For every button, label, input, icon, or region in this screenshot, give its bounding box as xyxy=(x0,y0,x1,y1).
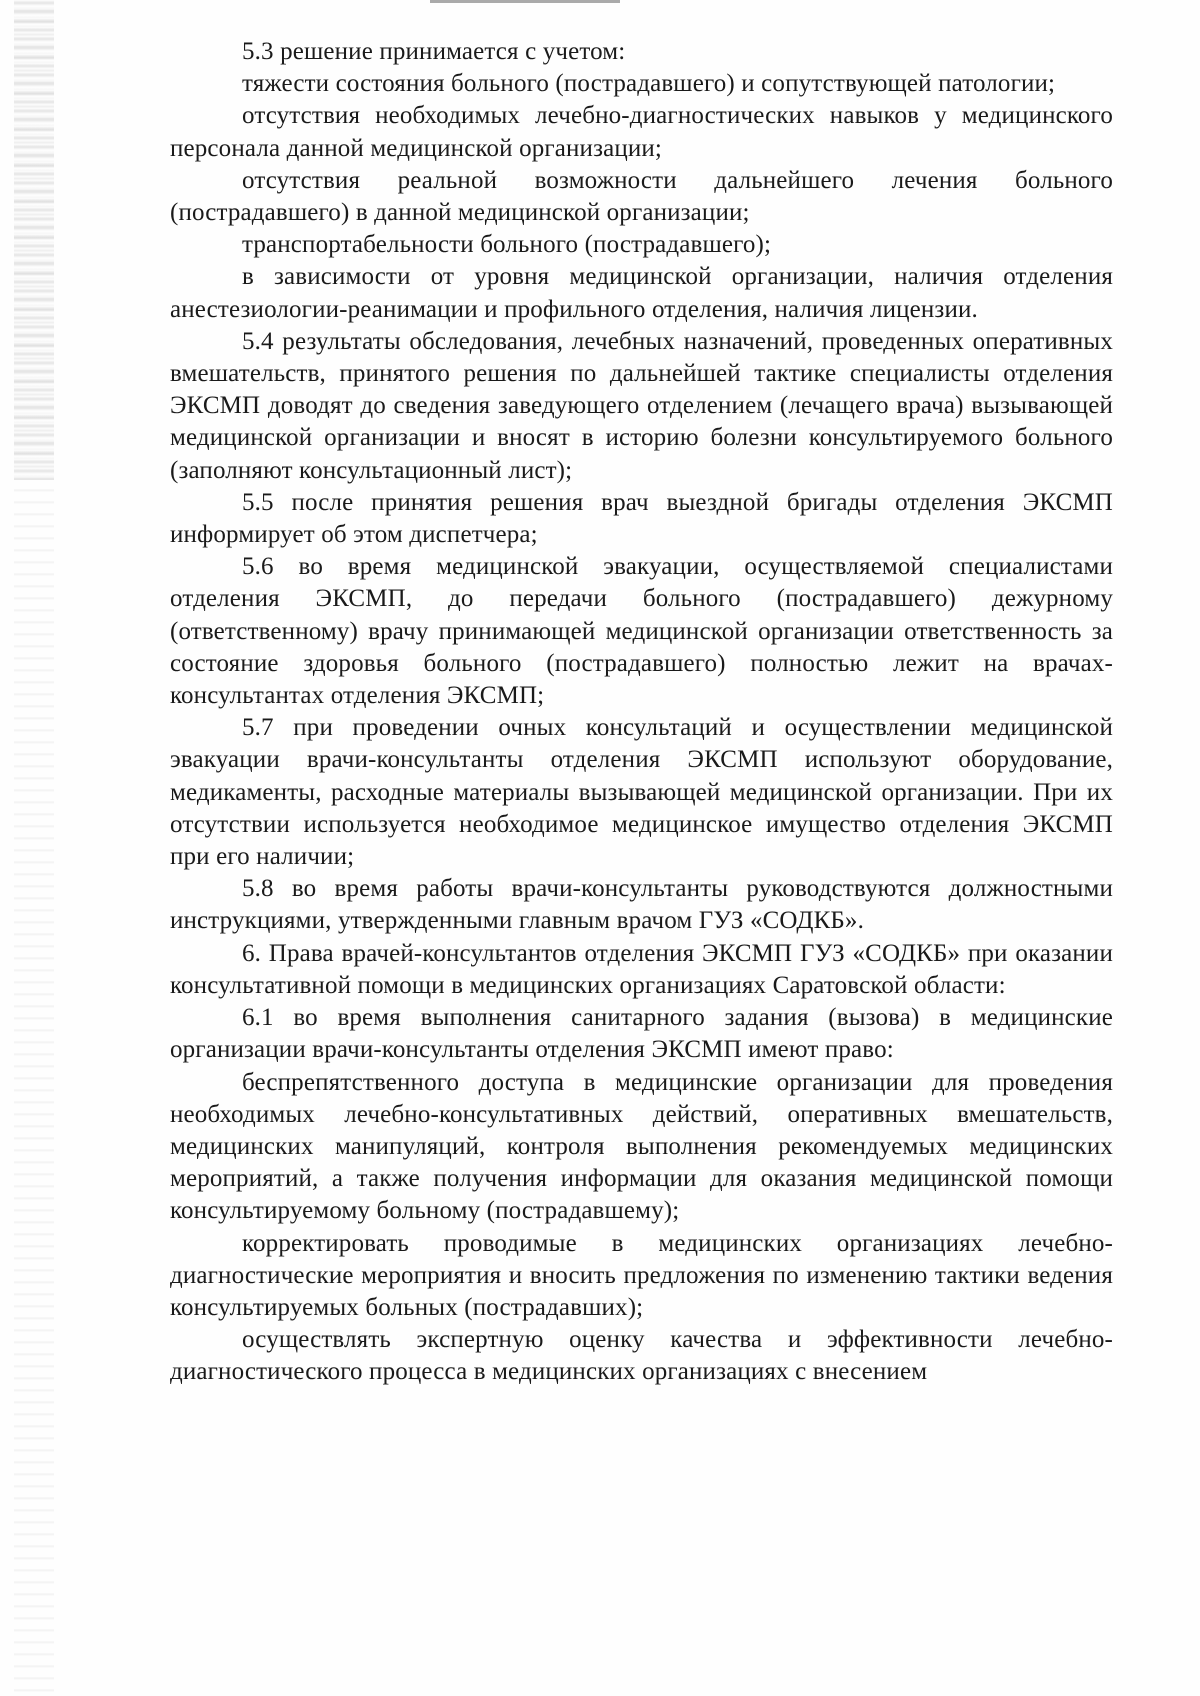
paragraph-correct: корректировать проводимые в медицинских организациях лечебно-диагностические мероприятия и вносить предложения по изменению тактики ведения консультируемых больных (пострадавших); xyxy=(170,1229,1113,1321)
paragraph-organization-level: в зависимости от уровня медицинской организации, наличия отделения анестезиологии-реанимации и профильного отделения, наличия лицензии. xyxy=(170,263,1113,323)
paragraph-treatment-possibility: отсутствия реальной возможности дальнейшего лечения больного (пострадавшего) в данной медицинской организации; xyxy=(170,166,1113,227)
paragraph-5-6: 5.6 во время медицинской эвакуации, осуществляемой специалистами отделения ЭКСМП, до передачи больного (пострадавшего) дежурному (ответственному) врачу принимающей медицинской организации ответственность за состояние здоровья больного (пострадавшего) полностью лежит на врачах-консультантах отделения ЭКСМП; xyxy=(170,553,1113,710)
paragraph-5-4: 5.4 результаты обследования, лечебных назначений, проведенных оперативных вмешательств, принятого решения по дальнейшей тактике специалисты отделения ЭКСМП доводят до сведения заведующего отделением (лечащего врача) вызывающей медицинской организации и вносят в историю болезни консультируемого больного (заполняют консультационный лист); xyxy=(170,327,1113,484)
paragraph-access: беспрепятственного доступа в медицинские организации для проведения необходимых лечебно-консультативных действий, оперативных вмешательств, медицинских манипуляций, контроля выполнения рекомендуемых медицинских мероприятий, а также получения информации для оказания медицинской помощи консультируемому больному (пострадавшему); xyxy=(170,1068,1113,1225)
paragraph-5-7: 5.7 при проведении очных консультаций и осуществлении медицинской эвакуации врачи-консультанты отделения ЭКСМП используют оборудование, медикаменты, расходные материалы вызывающей медицинской организации. При их отсутствии используется необходимое медицинское имущество отделения ЭКСМП при его наличии; xyxy=(170,714,1113,871)
paragraph-6-1: 6.1 во время выполнения санитарного задания (вызова) в медицинские организации врачи-консультанты отделения ЭКСМП имеют право: xyxy=(170,1004,1113,1064)
paragraph-expert-assessment: осуществлять экспертную оценку качества и эффективности лечебно-диагностического процесса в медицинских организациях с внесением xyxy=(170,1326,1113,1386)
paragraph-5-8: 5.8 во время работы врачи-консультанты руководствуются должностными инструкциями, утвержденными главным врачом ГУЗ «СОДКБ». xyxy=(170,875,1113,935)
paragraph-skills: отсутствия необходимых лечебно-диагностических навыков у медицинского персонала данной медицинской организации; xyxy=(170,102,1113,162)
paragraph-5-3: 5.3 решение принимается с учетом: xyxy=(242,38,626,65)
document-body xyxy=(170,36,1113,1389)
scan-edge-artifact-upper xyxy=(14,0,54,480)
scan-top-mark xyxy=(430,0,620,3)
paragraph-transportability: транспортабельности больного (пострадавшего); xyxy=(242,231,772,259)
paragraph-5-5: 5.5 после принятия решения врач выездной бригады отделения ЭКСМП информирует об этом диспетчера; xyxy=(170,488,1113,549)
paragraph-severity: тяжести состояния больного (пострадавшего) и сопутствующей патологии; xyxy=(242,70,1056,98)
paragraph-6: 6. Права врачей-консультантов отделения ЭКСМП ГУЗ «СОДКБ» при оказании консультативной помощи в медицинских организациях Саратовской области: xyxy=(170,939,1113,999)
